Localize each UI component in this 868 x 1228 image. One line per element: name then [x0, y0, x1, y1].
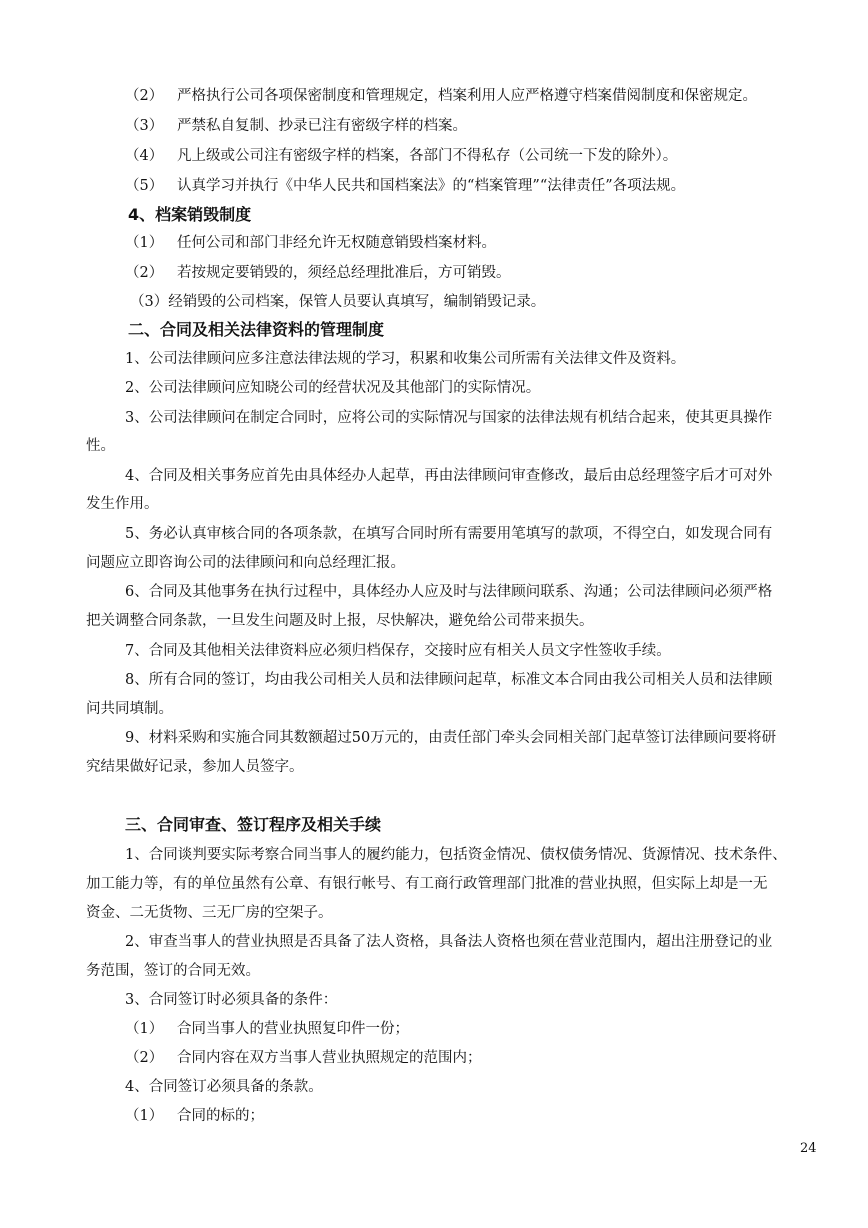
- paragraph-line: 9、材料采购和实施合同其数额超过50万元的，由责任部门牵头会同相关部门起草签订法律顾问要将研: [125, 730, 777, 746]
- item-line: （4） 凡上级或公司注有密级字样的档案，各部门不得私存（公司统一下发的除外）。: [125, 148, 678, 164]
- paragraph-line: 性。: [86, 438, 115, 454]
- item-line: （2） 合同内容在双方当事人营业执照规定的范围内；: [125, 1050, 482, 1066]
- paragraph-line: 问共同填制。: [86, 701, 173, 717]
- paragraph-line: 2、审查当事人的营业执照是否具备了法人资格，具备法人资格也须在营业范围内，超出注册登记的业: [125, 934, 773, 950]
- item-line: （3） 严禁私自复制、抄录已注有密级字样的档案。: [125, 118, 467, 134]
- paragraph-line: 究结果做好记录，参加人员签字。: [86, 759, 304, 775]
- paragraph-line: 务范围，签订的合同无效。: [86, 963, 260, 979]
- paragraph-line: 2、公司法律顾问应知晓公司的经营状况及其他部门的实际情况。: [125, 380, 541, 396]
- item-line: （1） 合同的标的；: [125, 1108, 264, 1124]
- paragraph-line: 8、所有合同的签订，均由我公司相关人员和法律顾问起草，标准文本合同由我公司相关人员和法律顾: [125, 672, 773, 688]
- item-line: （2） 若按规定要销毁的，须经总经理批准后，方可销毁。: [125, 265, 511, 281]
- paragraph-line: 5、务必认真审核合同的各项条款，在填写合同时所有需要用笔填写的款项，不得空白，如发现合同有: [125, 526, 773, 542]
- paragraph-line: 3、公司法律顾问在制定合同时，应将公司的实际情况与国家的法律法规有机结合起来，使其更具操作: [125, 410, 773, 426]
- section-heading: 4、档案销毁制度: [128, 205, 252, 224]
- section-heading: 三、合同审查、签订程序及相关手续: [125, 815, 382, 834]
- item-line: （5） 认真学习并执行《中华人民共和国档案法》的“档案管理”“法律责任”各项法规。: [125, 178, 686, 194]
- page-number: 24: [800, 1141, 817, 1156]
- item-line: （3）经销毁的公司档案，保管人员要认真填写，编制销毁记录。: [130, 294, 546, 310]
- paragraph-line: 1、公司法律顾问应多注意法律法规的学习，积累和收集公司所需有关法律文件及资料。: [125, 351, 686, 367]
- section-heading: 二、合同及相关法律资料的管理制度: [128, 320, 385, 339]
- paragraph-line: 1、合同谈判要实际考察合同当事人的履约能力，包括资金情况、债权债务情况、货源情况、技术条件、: [125, 847, 787, 863]
- paragraph-line: 4、合同签订必须具备的条款。: [125, 1079, 323, 1095]
- paragraph-line: 6、合同及其他事务在执行过程中，具体经办人应及时与法律顾问联系、沟通；公司法律顾问必须严格: [125, 584, 773, 600]
- paragraph-line: 4、合同及相关事务应首先由具体经办人起草，再由法律顾问审查修改，最后由总经理签字后才可对外: [125, 468, 773, 484]
- paragraph-line: 7、合同及其他相关法律资料应必须归档保存，交接时应有相关人员文字性签收手续。: [125, 643, 671, 659]
- paragraph-line: 发生作用。: [86, 496, 159, 512]
- item-line: （1） 任何公司和部门非经允许无权随意销毁档案材料。: [125, 235, 496, 251]
- paragraph-line: 把关调整合同条款，一旦发生问题及时上报，尽快解决，避免给公司带来损失。: [86, 613, 594, 629]
- paragraph-line: 问题应立即咨询公司的法律顾问和向总经理汇报。: [86, 555, 405, 571]
- item-line: （2） 严格执行公司各项保密制度和管理规定，档案利用人应严格遵守档案借阅制度和保密规定。: [125, 88, 757, 104]
- paragraph-line: 3、合同签订时必须具备的条件：: [125, 992, 338, 1008]
- paragraph-line: 资金、二无货物、三无厂房的空架子。: [86, 905, 333, 921]
- paragraph-line: 加工能力等，有的单位虽然有公章、有银行帐号、有工商行政管理部门批准的营业执照，但实际上却是一无: [86, 876, 768, 892]
- item-line: （1） 合同当事人的营业执照复印件一份；: [125, 1021, 409, 1037]
